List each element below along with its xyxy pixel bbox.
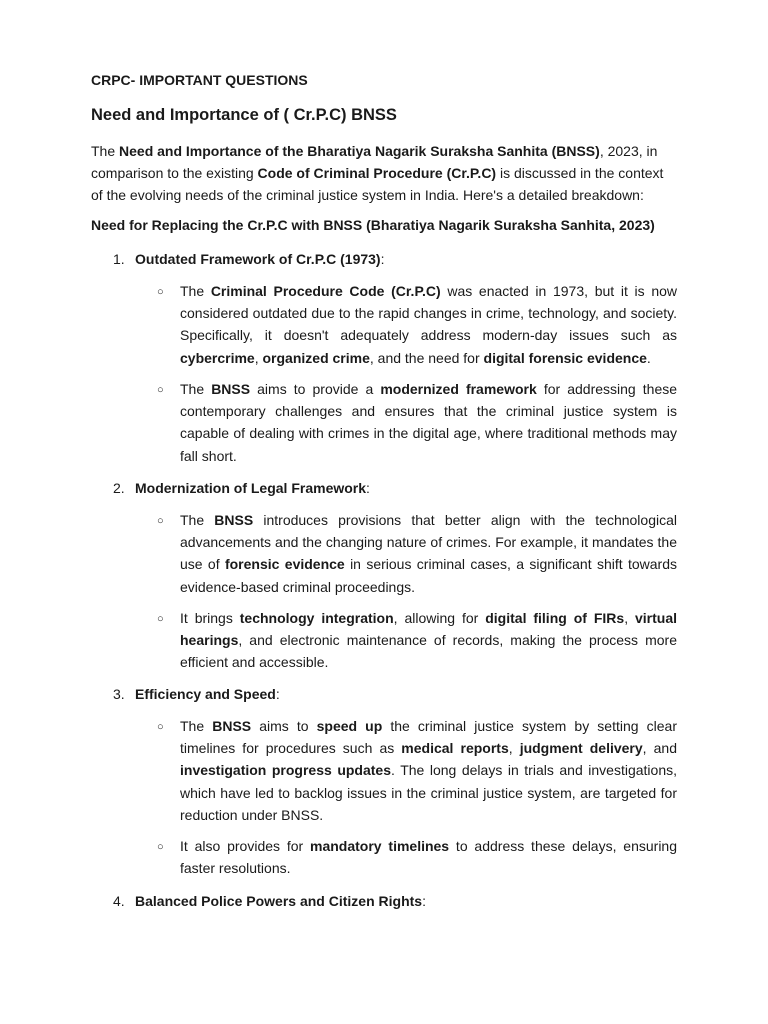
list-item: The BNSS aims to provide a modernized framework for addressing these contemporary challenges and ensures that the criminal justice system is capable of dealing with crimes in the digital age, where traditional methods may fall short. [180, 381, 678, 464]
bullet-icon: ○ [157, 384, 164, 396]
list-item: The BNSS introduces provisions that better align with the technological advancements and the changing nature of crimes. For example, it mandates the use of forensic evidence in serious criminal cases, a significant shift towards evidence-based criminal proceedings. [180, 512, 678, 595]
section-heading: Need for Replacing the Cr.P.C with BNSS (Bharatiya Nagarik Suraksha Sanhita, 2023) [91, 217, 655, 233]
bullet-icon: ○ [157, 721, 164, 733]
bullet-icon: ○ [157, 613, 164, 625]
list-item: The BNSS aims to speed up the criminal justice system by setting clear timelines for procedures such as medical reports, judgment delivery, and investigation progress updates. The long delays in trials and investigations, which have led to backlog issues in the criminal justice system, are targeted for reduction under BNSS. [180, 718, 677, 823]
list-number: 1. [113, 251, 125, 267]
point-title: Modernization of Legal Framework: [135, 480, 370, 496]
bullet-icon: ○ [157, 841, 164, 853]
point-title: Balanced Police Powers and Citizen Rights: [135, 893, 426, 909]
list-item: It brings technology integration, allowing for digital filing of FIRs, virtual hearings, and electronic maintenance of records, making the process more efficient and accessible. [180, 610, 678, 671]
point-title: Efficiency and Speed: [135, 686, 280, 702]
list-number: 2. [113, 480, 125, 496]
intro-paragraph: The Need and Importance of the Bharatiya Nagarik Suraksha Sanhita (BNSS), 2023, in comparison to the existing Code of Criminal Procedure (Cr.P.C) is discussed in the context of the evolving needs of the criminal justice system in India. Here's a detailed breakdown: [91, 143, 664, 204]
list-item: The Criminal Procedure Code (Cr.P.C) was enacted in 1973, but it is now considered outdated due to the rapid changes in crime, technology, and society. Specifically, it doesn't adequately address modern-day issues such as cybercrime, organized crime, and the need for digital forensic evidence. [180, 283, 677, 366]
page-title: Need and Importance of ( Cr.P.C) BNSS [91, 106, 397, 124]
list-item: It also provides for mandatory timelines to address these delays, ensuring faster resolutions. [180, 838, 678, 877]
bullet-icon: ○ [157, 515, 164, 527]
document-header: CRPC- IMPORTANT QUESTIONS [91, 72, 308, 88]
list-number: 4. [113, 893, 125, 909]
bullet-icon: ○ [157, 286, 164, 298]
point-title: Outdated Framework of Cr.P.C (1973): [135, 251, 385, 267]
list-number: 3. [113, 686, 125, 702]
